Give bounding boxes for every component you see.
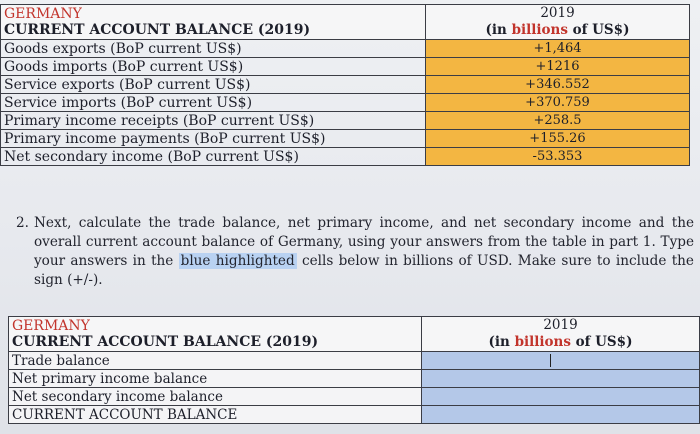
table-row <box>1 112 690 130</box>
row-label: Goods exports (BoP current US$) <box>1 40 426 58</box>
row-label: Service imports (BoP current US$) <box>1 94 426 112</box>
table-row <box>1 40 690 58</box>
row-label: Net secondary income balance <box>9 388 422 406</box>
table-header-row <box>1 5 690 40</box>
table-row <box>9 370 700 388</box>
year-label: 2019 <box>540 5 575 21</box>
answer-cell[interactable] <box>422 352 700 370</box>
table-title: CURRENT ACCOUNT BALANCE (2019) <box>4 22 311 38</box>
table-row <box>9 352 700 370</box>
table-header-row <box>9 317 700 352</box>
answer-table <box>8 316 700 424</box>
row-label: Goods imports (BoP current US$) <box>1 58 426 76</box>
answer-input[interactable] <box>422 370 699 387</box>
question-2 <box>18 214 694 290</box>
unit-label: (in billions of US$) <box>485 22 630 38</box>
table-row <box>9 388 700 406</box>
row-label: CURRENT ACCOUNT BALANCE <box>9 406 422 424</box>
table-title: CURRENT ACCOUNT BALANCE (2019) <box>12 334 319 350</box>
header-label-cell <box>9 317 422 352</box>
table-row <box>9 406 700 424</box>
row-label: Service exports (BoP current US$) <box>1 76 426 94</box>
country-name: GERMANY <box>4 6 82 22</box>
row-value: +1,464 <box>426 40 690 58</box>
header-label-cell <box>1 5 426 40</box>
blue-highlight-phrase: blue highlighted <box>180 253 295 269</box>
year-label: 2019 <box>543 317 578 333</box>
given-data-table <box>0 4 690 166</box>
answer-cell[interactable] <box>422 406 700 424</box>
country-name: GERMANY <box>12 318 90 334</box>
answer-input[interactable] <box>422 352 699 369</box>
row-value: +346.552 <box>426 76 690 94</box>
answer-cell[interactable] <box>422 370 700 388</box>
row-label: Trade balance <box>9 352 422 370</box>
row-label: Net secondary income (BoP current US$) <box>1 148 426 166</box>
text-cursor <box>550 354 551 367</box>
row-value: +370.759 <box>426 94 690 112</box>
row-value: +258.5 <box>426 112 690 130</box>
row-value: +155.26 <box>426 130 690 148</box>
table-row <box>1 148 690 166</box>
table-row <box>1 130 690 148</box>
row-value: -53.353 <box>426 148 690 166</box>
answer-input[interactable] <box>422 406 699 423</box>
row-value: +1216 <box>426 58 690 76</box>
question-text: Next, calculate the trade balance, net primary income, and net secondary income and the overall current account balance of Germany, using your answers from the table in part 1. Type your answers in the blue highlighted cells below in billions of USD. Make sure to include the sign (+/-). <box>34 215 694 288</box>
header-unit-cell <box>426 5 690 40</box>
table-row <box>1 94 690 112</box>
answer-input[interactable] <box>422 388 699 405</box>
answer-cell[interactable] <box>422 388 700 406</box>
question-number: 2. <box>16 215 29 231</box>
row-label: Primary income payments (BoP current US$) <box>1 130 426 148</box>
unit-label: (in billions of US$) <box>488 334 633 350</box>
row-label: Primary income receipts (BoP current US$) <box>1 112 426 130</box>
header-unit-cell <box>422 317 700 352</box>
row-label: Net primary income balance <box>9 370 422 388</box>
table-row <box>1 76 690 94</box>
table-row <box>1 58 690 76</box>
